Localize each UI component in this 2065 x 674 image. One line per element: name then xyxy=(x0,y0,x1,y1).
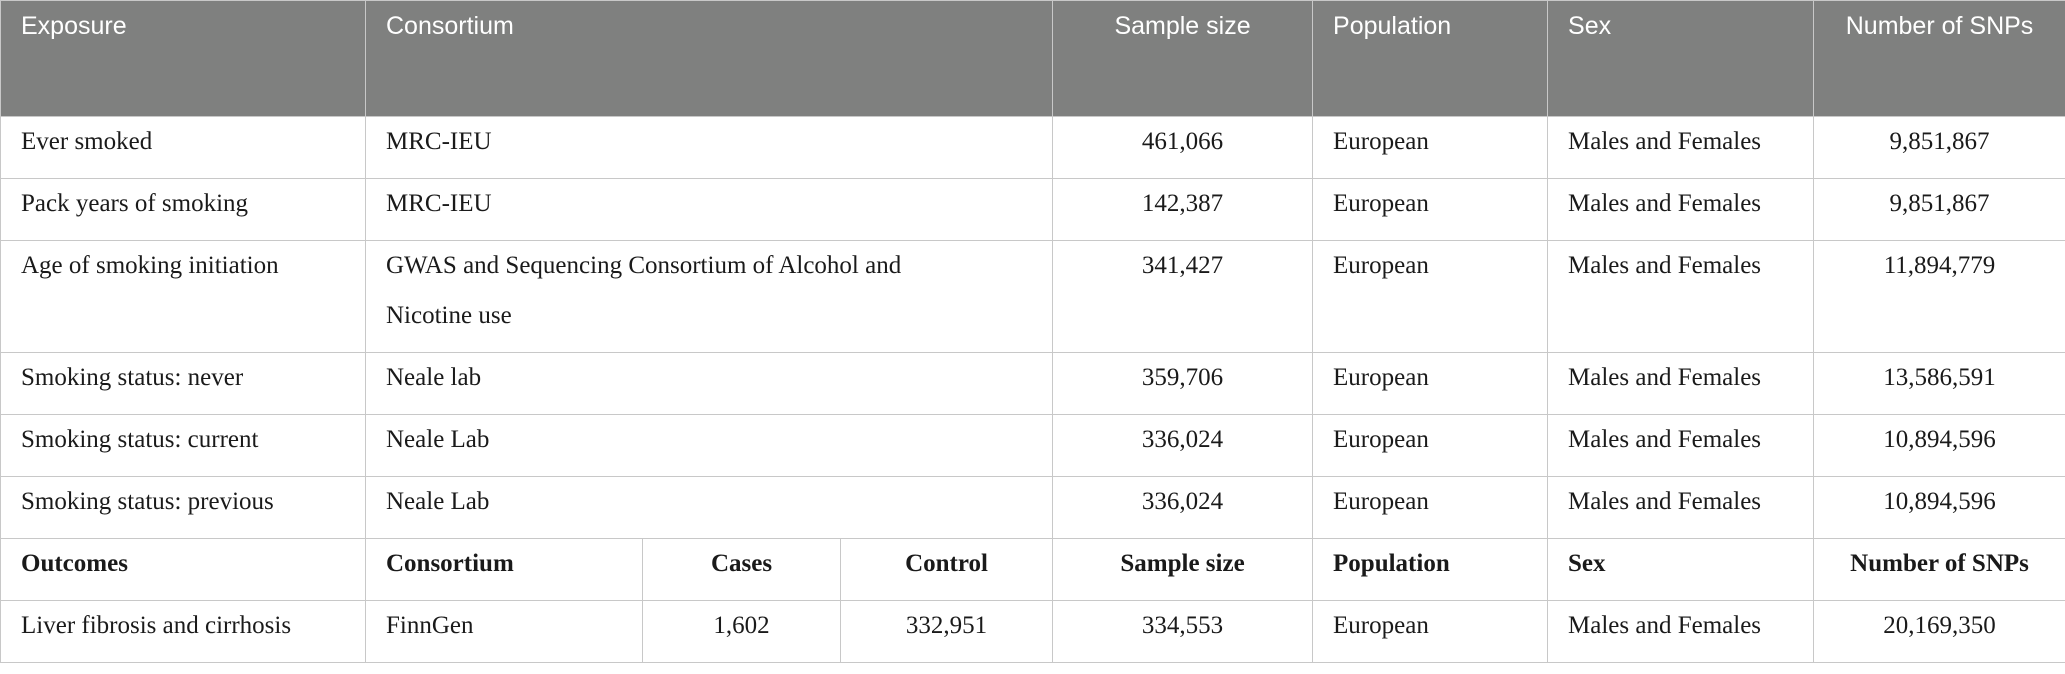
cell-snps: 13,586,591 xyxy=(1814,353,2065,415)
header-number-of-snps: Number of SNPs xyxy=(1814,1,2065,117)
table-row xyxy=(1,353,2065,415)
cell-consortium: Neale lab xyxy=(366,353,1053,415)
cell-snps: 10,894,596 xyxy=(1814,477,2065,539)
cell-sample-size: 461,066 xyxy=(1053,117,1313,179)
cell-sample-size: 336,024 xyxy=(1053,477,1313,539)
table-row xyxy=(1,601,2065,663)
header-population: Population xyxy=(1313,539,1548,601)
cell-exposure: Ever smoked xyxy=(1,117,366,179)
cell-population: European xyxy=(1313,241,1548,353)
cell-population: European xyxy=(1313,179,1548,241)
cell-snps: 9,851,867 xyxy=(1814,179,2065,241)
cell-sample-size: 341,427 xyxy=(1053,241,1313,353)
cell-sample-size: 359,706 xyxy=(1053,353,1313,415)
cell-population: European xyxy=(1313,415,1548,477)
header-sex: Sex xyxy=(1548,539,1814,601)
cell-sample-size: 336,024 xyxy=(1053,415,1313,477)
header-consortium: Consortium xyxy=(366,539,643,601)
outcome-header-row xyxy=(1,539,2065,601)
table-row xyxy=(1,117,2065,179)
header-cases: Cases xyxy=(643,539,841,601)
header-outcomes: Outcomes xyxy=(1,539,366,601)
cell-outcome: Liver fibrosis and cirrhosis xyxy=(1,601,366,663)
cell-snps: 10,894,596 xyxy=(1814,415,2065,477)
cell-consortium: MRC-IEU xyxy=(366,117,1053,179)
cell-sex: Males and Females xyxy=(1548,117,1814,179)
cell-consortium: Neale Lab xyxy=(366,477,1053,539)
header-sex: Sex xyxy=(1548,1,1814,117)
cell-sample-size: 142,387 xyxy=(1053,179,1313,241)
cell-cases: 1,602 xyxy=(643,601,841,663)
cell-consortium: Neale Lab xyxy=(366,415,1053,477)
cell-population: European xyxy=(1313,117,1548,179)
cell-sex: Males and Females xyxy=(1548,353,1814,415)
header-control: Control xyxy=(841,539,1053,601)
header-sample-size: Sample size xyxy=(1053,539,1313,601)
cell-population: European xyxy=(1313,477,1548,539)
header-number-of-snps: Number of SNPs xyxy=(1814,539,2065,601)
header-exposure: Exposure xyxy=(1,1,366,117)
cell-exposure: Pack years of smoking xyxy=(1,179,366,241)
cell-population: European xyxy=(1313,353,1548,415)
cell-consortium: GWAS and Sequencing Consortium of Alcohol and Nicotine use xyxy=(366,241,1053,353)
cell-sample-size: 334,553 xyxy=(1053,601,1313,663)
table-row xyxy=(1,179,2065,241)
cell-snps: 11,894,779 xyxy=(1814,241,2065,353)
table-row xyxy=(1,477,2065,539)
cell-sex: Males and Females xyxy=(1548,241,1814,353)
cell-exposure: Age of smoking initiation xyxy=(1,241,366,353)
exposure-header-row xyxy=(1,1,2065,117)
cell-snps: 20,169,350 xyxy=(1814,601,2065,663)
cell-snps: 9,851,867 xyxy=(1814,117,2065,179)
cell-exposure: Smoking status: never xyxy=(1,353,366,415)
header-sample-size: Sample size xyxy=(1053,1,1313,117)
cell-population: European xyxy=(1313,601,1548,663)
cell-consortium: MRC-IEU xyxy=(366,179,1053,241)
table-row xyxy=(1,415,2065,477)
cell-sex: Males and Females xyxy=(1548,415,1814,477)
header-consortium: Consortium xyxy=(366,1,1053,117)
cell-sex: Males and Females xyxy=(1548,477,1814,539)
table-row xyxy=(1,241,2065,353)
cell-sex: Males and Females xyxy=(1548,179,1814,241)
cell-exposure: Smoking status: current xyxy=(1,415,366,477)
cell-consortium: FinnGen xyxy=(366,601,643,663)
header-population: Population xyxy=(1313,1,1548,117)
cell-exposure: Smoking status: previous xyxy=(1,477,366,539)
cell-control: 332,951 xyxy=(841,601,1053,663)
cell-sex: Males and Females xyxy=(1548,601,1814,663)
